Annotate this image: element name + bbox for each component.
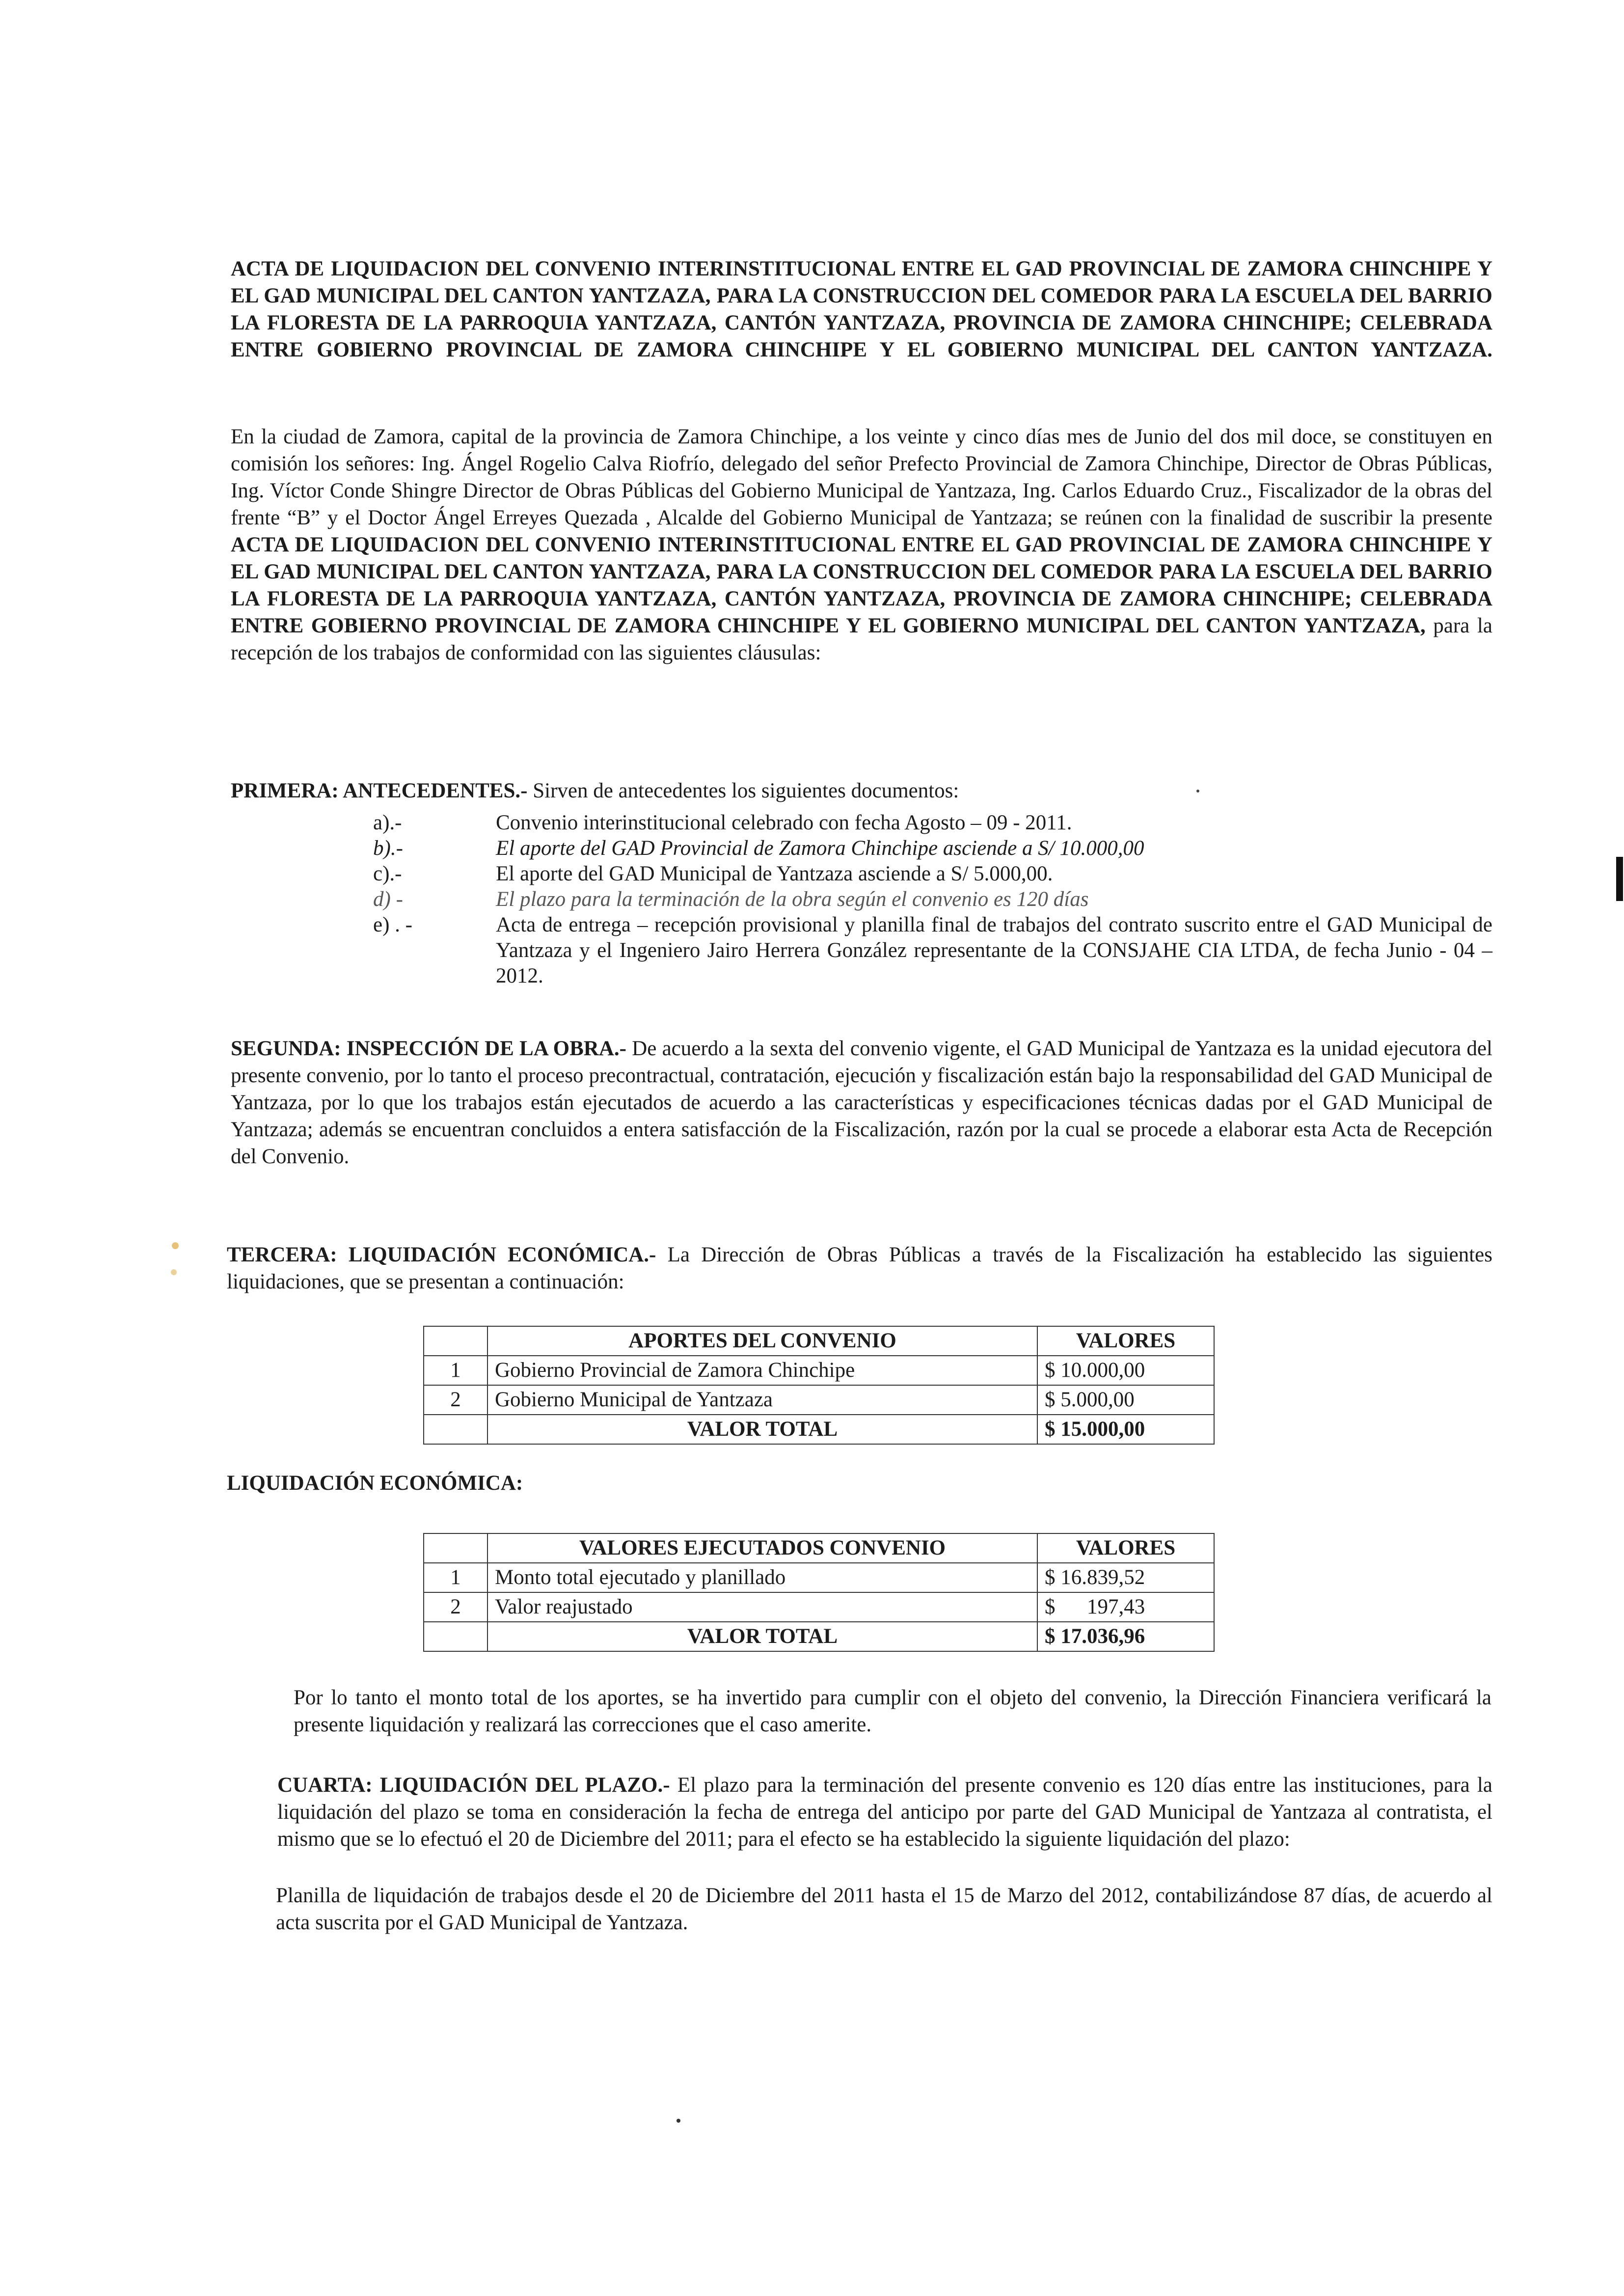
row-value: $ 16.839,52 <box>1037 1563 1214 1592</box>
total-label: VALOR TOTAL <box>487 1415 1037 1444</box>
conclusion-paragraph: Por lo tanto el monto total de los aportes, se ha invertido para cumplir con el objeto del convenio, la Dirección Financiera verificará la presente liquidación y realizará las correcciones que el caso amerite. <box>294 1686 1491 1736</box>
row-number: 1 <box>424 1356 487 1385</box>
table-row <box>424 1385 1214 1415</box>
row-number: 1 <box>424 1563 487 1592</box>
row-number: 2 <box>424 1592 487 1622</box>
list-item <box>373 861 1492 887</box>
total-value: $ 17.036,96 <box>1037 1622 1214 1651</box>
intro-paragraph <box>231 423 1492 666</box>
table-header-row <box>424 1533 1214 1563</box>
list-item-text: El aporte del GAD Provincial de Zamora Chinchipe asciende a S/ 10.000,00 <box>496 837 1144 860</box>
scan-speck <box>171 1269 177 1275</box>
scan-speck <box>1196 790 1199 793</box>
scan-speck <box>677 2119 680 2123</box>
clause-cuarta <box>277 1772 1492 1853</box>
table-header-row <box>424 1326 1214 1356</box>
list-item-text: Convenio interinstitucional celebrado con fecha Agosto – 09 - 2011. <box>496 811 1072 834</box>
list-item-text: El plazo para la terminación de la obra según el convenio es 120 días <box>496 888 1089 911</box>
clause-segunda <box>231 1035 1492 1170</box>
list-marker: c).- <box>373 862 402 885</box>
row-description: Gobierno Provincial de Zamora Chinchipe <box>487 1356 1037 1385</box>
clause-cuarta-heading: CUARTA: LIQUIDACIÓN DEL PLAZO.- <box>277 1774 670 1797</box>
clause-primera-text: Sirven de antecedentes los siguientes documentos: <box>527 779 959 802</box>
list-item <box>373 887 1492 912</box>
table-header-val: VALORES <box>1037 1533 1214 1563</box>
intro-bold-title: ACTA DE LIQUIDACION DEL CONVENIO INTERINSTITUCIONAL ENTRE EL GAD PROVINCIAL DE ZAMORA CHINCHIPE Y EL GAD MUNICIPAL DEL CANTON YANTZAZA, PARA LA CONSTRUCCION DEL COMEDOR PARA LA ESCUELA DEL BARRIO LA FLORESTA DE LA PARROQUIA YANTZAZA, CANTÓN YANTZAZA, PROVINCIA DE ZAMORA CHINCHIPE; CELEBRADA ENTRE GOBIERNO PROVINCIAL DE ZAMORA CHINCHIPE Y EL GOBIERNO MUNICIPAL DEL CANTON YANTZAZA, <box>231 533 1492 637</box>
antecedentes-list <box>373 810 1492 989</box>
table-header-desc: APORTES DEL CONVENIO <box>487 1326 1037 1356</box>
table-total-row <box>424 1415 1214 1444</box>
clause-segunda-text: De acuerdo a la sexta del convenio vigente, el GAD Municipal de Yantzaza es la unidad ejecutora del presente convenio, por lo tanto el proceso precontractual, contratación, ejecución y fiscalización están bajo la responsabilidad del GAD Municipal de Yantzaza, por lo que los trabajos están ejecutados de acuerdo a las características y especificaciones técnicas dadas por el GAD Municipal de Yantzaza; además se encuentran concluidos a entera satisfacción de la Fiscalización, razón por la cual se procede a elaborar esta Acta de Recepción del Convenio. <box>231 1037 1492 1168</box>
row-value: $ 197,43 <box>1037 1592 1214 1622</box>
clause-primera-heading: PRIMERA: ANTECEDENTES.- <box>231 779 528 802</box>
row-value: $ 5.000,00 <box>1037 1385 1214 1415</box>
table-total-row <box>424 1622 1214 1651</box>
table-header-val: VALORES <box>1037 1326 1214 1356</box>
list-marker: b).- <box>373 837 403 860</box>
row-description: Monto total ejecutado y planillado <box>487 1563 1037 1592</box>
table-row <box>424 1356 1214 1385</box>
row-number: 2 <box>424 1385 487 1415</box>
list-marker: a).- <box>373 811 402 834</box>
row-description: Valor reajustado <box>487 1592 1037 1622</box>
intro-text-end: para la recepción de los trabajos de conformidad con las siguientes cláusulas: <box>231 614 1492 664</box>
clause-tercera <box>227 1241 1492 1295</box>
list-item <box>373 836 1492 861</box>
clause-segunda-heading: SEGUNDA: INSPECCIÓN DE LA OBRA.- <box>231 1037 626 1060</box>
row-value: $ 10.000,00 <box>1037 1356 1214 1385</box>
document-title: ACTA DE LIQUIDACION DEL CONVENIO INTERINSTITUCIONAL ENTRE EL GAD PROVINCIAL DE ZAMORA CHINCHIPE Y EL GAD MUNICIPAL DEL CANTON YANTZAZA, PARA LA CONSTRUCCION DEL COMEDOR PARA LA ESCUELA DEL BARRIO LA FLORESTA DE LA PARROQUIA YANTZAZA, CANTÓN YANTZAZA, PROVINCIA DE ZAMORA CHINCHIPE; CELEBRADA ENTRE GOBIERNO PROVINCIAL DE ZAMORA CHINCHIPE Y EL GOBIERNO MUNICIPAL DEL CANTON YANTZAZA. <box>231 257 1492 361</box>
clause-tercera-text: La Dirección de Obras Públicas a través de la Fiscalización ha establecido las siguientes liquidaciones, que se presentan a continuación: <box>227 1243 1492 1293</box>
table-header-desc: VALORES EJECUTADOS CONVENIO <box>487 1533 1037 1563</box>
list-marker: d) - <box>373 888 403 911</box>
total-value: $ 15.000,00 <box>1037 1415 1214 1444</box>
row-description: Gobierno Municipal de Yantzaza <box>487 1385 1037 1415</box>
clause-cuarta-detail: Planilla de liquidación de trabajos desde el 20 de Diciembre del 2011 hasta el 15 de Marzo del 2012, contabilizándose 87 días, de acuerdo al acta suscrita por el GAD Municipal de Yantzaza. <box>276 1884 1492 1934</box>
total-label: VALOR TOTAL <box>487 1622 1037 1651</box>
list-item <box>373 810 1492 836</box>
clause-tercera-heading: TERCERA: LIQUIDACIÓN ECONÓMICA.- <box>227 1243 656 1266</box>
list-item <box>373 912 1492 989</box>
list-marker: e) . - <box>373 913 412 936</box>
list-item-text: El aporte del GAD Municipal de Yantzaza asciende a S/ 5.000,00. <box>496 862 1053 885</box>
table-row <box>424 1563 1214 1592</box>
table-row <box>424 1592 1214 1622</box>
intro-text: En la ciudad de Zamora, capital de la provincia de Zamora Chinchipe, a los veinte y cinco días mes de Junio del dos mil doce, se constituyen en comisión los señores: Ing. Ángel Rogelio Calva Riofrío, delegado del señor Prefecto Provincial de Zamora Chinchipe, Director de Obras Públicas, Ing. Víctor Conde Shingre Director de Obras Públicas del Gobierno Municipal de Yantzaza, Ing. Carlos Eduardo Cruz., Fiscalizador de la obras del frente “B” y el Doctor Ángel Erreyes Quezada , Alcalde del Gobierno Municipal de Yantzaza; se reúnen con la finalidad de suscribir la presente <box>231 425 1492 529</box>
clause-cuarta-text: El plazo para la terminación del presente convenio es 120 días entre las instituciones, para la liquidación del plazo se toma en consideración la fecha de entrega del anticipo por parte del GAD Municipal de Yantzaza al contratista, el mismo que se lo efectuó el 20 de Diciembre del 2011; para el efecto se ha establecido la siguiente liquidación del plazo: <box>277 1774 1493 1851</box>
aportes-table <box>423 1326 1215 1445</box>
scan-edge-mark <box>1616 857 1623 901</box>
liquidacion-heading: LIQUIDACIÓN ECONÓMICA: <box>227 1472 523 1495</box>
ejecutados-table <box>423 1533 1215 1652</box>
list-item-text: Acta de entrega – recepción provisional y planilla final de trabajos del contrato suscrito entre el GAD Municipal de Yantzaza y el Ingeniero Jairo Herrera González representante de la CONSJAHE CIA LTDA, de fecha Junio - 04 – 2012. <box>496 913 1492 987</box>
scan-speck <box>172 1242 179 1249</box>
clause-primera <box>231 777 1492 804</box>
